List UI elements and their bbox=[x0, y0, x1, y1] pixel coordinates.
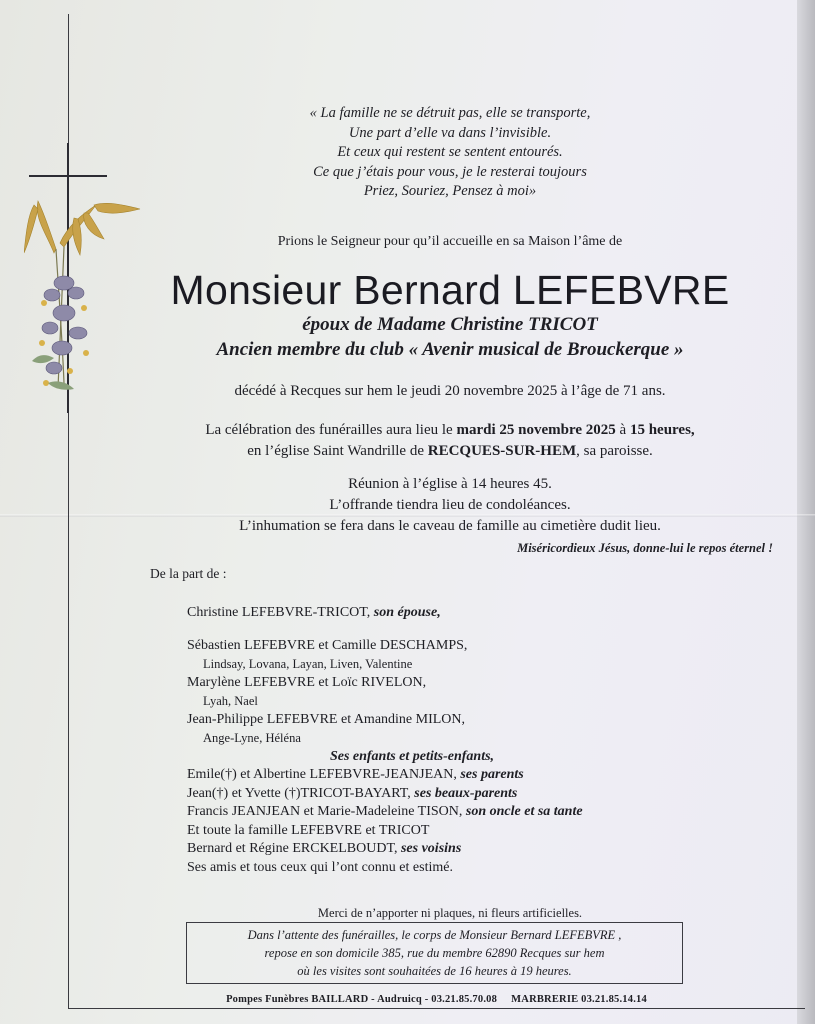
quote-line: Et ceux qui restent se sentent entourés. bbox=[337, 144, 563, 160]
family-name: Jean(†) et Yvette (†)TRICOT-BAYART, bbox=[187, 785, 415, 801]
family-role: ses beaux-parents bbox=[414, 785, 518, 801]
list-item bbox=[187, 785, 637, 804]
practical-info bbox=[140, 474, 760, 537]
funeral-text: La célébration des funérailles aura lieu le bbox=[205, 422, 457, 438]
marbrerie: MARBRERIE 03.21.85.14.14 bbox=[511, 994, 647, 1005]
funeral-line-1 bbox=[140, 420, 760, 441]
funeral-line-2 bbox=[140, 441, 760, 462]
grandchildren: Ange-Lyne, Héléna bbox=[203, 731, 301, 745]
family-role: Ses enfants et petits-enfants, bbox=[329, 748, 495, 764]
visitation-line: où les visites sont souhaitées de 16 heures à 19 heures. bbox=[297, 964, 572, 978]
opening-quote bbox=[140, 104, 760, 202]
visitation-line: repose en son domicile 385, rue du membre 62890 Recques sur hem bbox=[264, 946, 605, 960]
visitation-box bbox=[186, 922, 683, 984]
funeral-text: à bbox=[615, 422, 630, 438]
grandchildren: Lyah, Nael bbox=[203, 694, 258, 708]
offrande-line: L’offrande tiendra lieu de condoléances. bbox=[329, 497, 571, 513]
no-flowers-note: Merci de n’apporter ni plaques, ni fleurs artificielles. bbox=[317, 906, 583, 920]
prayer-intro: Prions le Seigneur pour qu’il accueille en sa Maison l’âme de bbox=[277, 234, 623, 249]
quote-line: Priez, Souriez, Pensez à moi» bbox=[363, 183, 537, 199]
family-role: ses parents bbox=[460, 767, 524, 782]
death-notice: décédé à Recques sur hem le jeudi 20 novembre 2025 à l’âge de 71 ans. bbox=[234, 383, 666, 399]
from-label: De la part de : bbox=[150, 566, 227, 581]
club-line: Ancien membre du club « Avenir musical de Brouckerque » bbox=[216, 339, 684, 360]
list-item: Jean-Philippe LEFEBVRE et Amandine MILON, bbox=[187, 711, 466, 727]
family-list bbox=[187, 604, 637, 877]
spouse-line: époux de Madame Christine TRICOT bbox=[302, 314, 598, 335]
inhumation-line: L’inhumation se fera dans le caveau de famille au cimetière dudit lieu. bbox=[239, 518, 661, 534]
list-item: Marylène LEFEBVRE et Loïc RIVELON, bbox=[187, 674, 427, 690]
funeral-home: Pompes Funèbres BAILLARD - Audruicq - 03.21.85.70.08 bbox=[226, 994, 498, 1005]
list-item: Sébastien LEFEBVRE et Camille DESCHAMPS, bbox=[187, 637, 468, 653]
funeral-date: mardi 25 novembre 2025 bbox=[456, 422, 616, 438]
quote-line: Une part d’elle va dans l’invisible. bbox=[348, 124, 552, 141]
family-role: son oncle et sa tante bbox=[465, 804, 583, 819]
list-item bbox=[187, 766, 637, 785]
funeral-details bbox=[140, 420, 760, 462]
family-name: Bernard et Régine ERCKELBOUDT, bbox=[187, 841, 401, 856]
list-item: Et toute la famille LEFEBVRE et TRICOT bbox=[187, 822, 430, 838]
family-role: ses voisins bbox=[400, 841, 462, 856]
funeral-text: en l’église Saint Wandrille de bbox=[247, 443, 428, 459]
family-name: Christine LEFEBVRE-TRICOT, bbox=[187, 605, 374, 620]
family-name: Francis JEANJEAN et Marie-Madeleine TISON, bbox=[187, 804, 466, 819]
family-role: son épouse, bbox=[373, 605, 441, 620]
visitation-line: Dans l’attente des funérailles, le corps de Monsieur Bernard LEFEBVRE , bbox=[247, 928, 622, 942]
quote-line: Ce que j’étais pour vous, je le resterai toujours bbox=[313, 163, 587, 180]
list-item bbox=[187, 604, 637, 623]
reunion-line: Réunion à l’église à 14 heures 45. bbox=[348, 476, 552, 492]
closing-prayer: Miséricordieux Jésus, donne-lui le repos éternel ! bbox=[517, 541, 773, 555]
funeral-place: RECQUES-SUR-HEM bbox=[427, 443, 577, 459]
funeral-time: 15 heures, bbox=[629, 422, 695, 438]
quote-line: « La famille ne se détruit pas, elle se transporte, bbox=[309, 105, 591, 121]
list-item: Ses amis et tous ceux qui l’ont connu et estimé. bbox=[187, 859, 453, 875]
footer-contacts bbox=[68, 994, 805, 1005]
frame-bottom-border bbox=[68, 1008, 805, 1009]
family-name: Emile(†) et Albertine LEFEBVRE-JEANJEAN, bbox=[187, 767, 461, 782]
deceased-name: Monsieur Bernard LEFEBVRE bbox=[170, 267, 730, 313]
grandchildren: Lindsay, Lovana, Layan, Liven, Valentine bbox=[203, 657, 413, 671]
funeral-text: , sa paroisse. bbox=[576, 443, 653, 459]
page-edge-shadow bbox=[797, 0, 815, 1024]
list-item bbox=[187, 840, 637, 859]
list-item bbox=[187, 803, 637, 822]
